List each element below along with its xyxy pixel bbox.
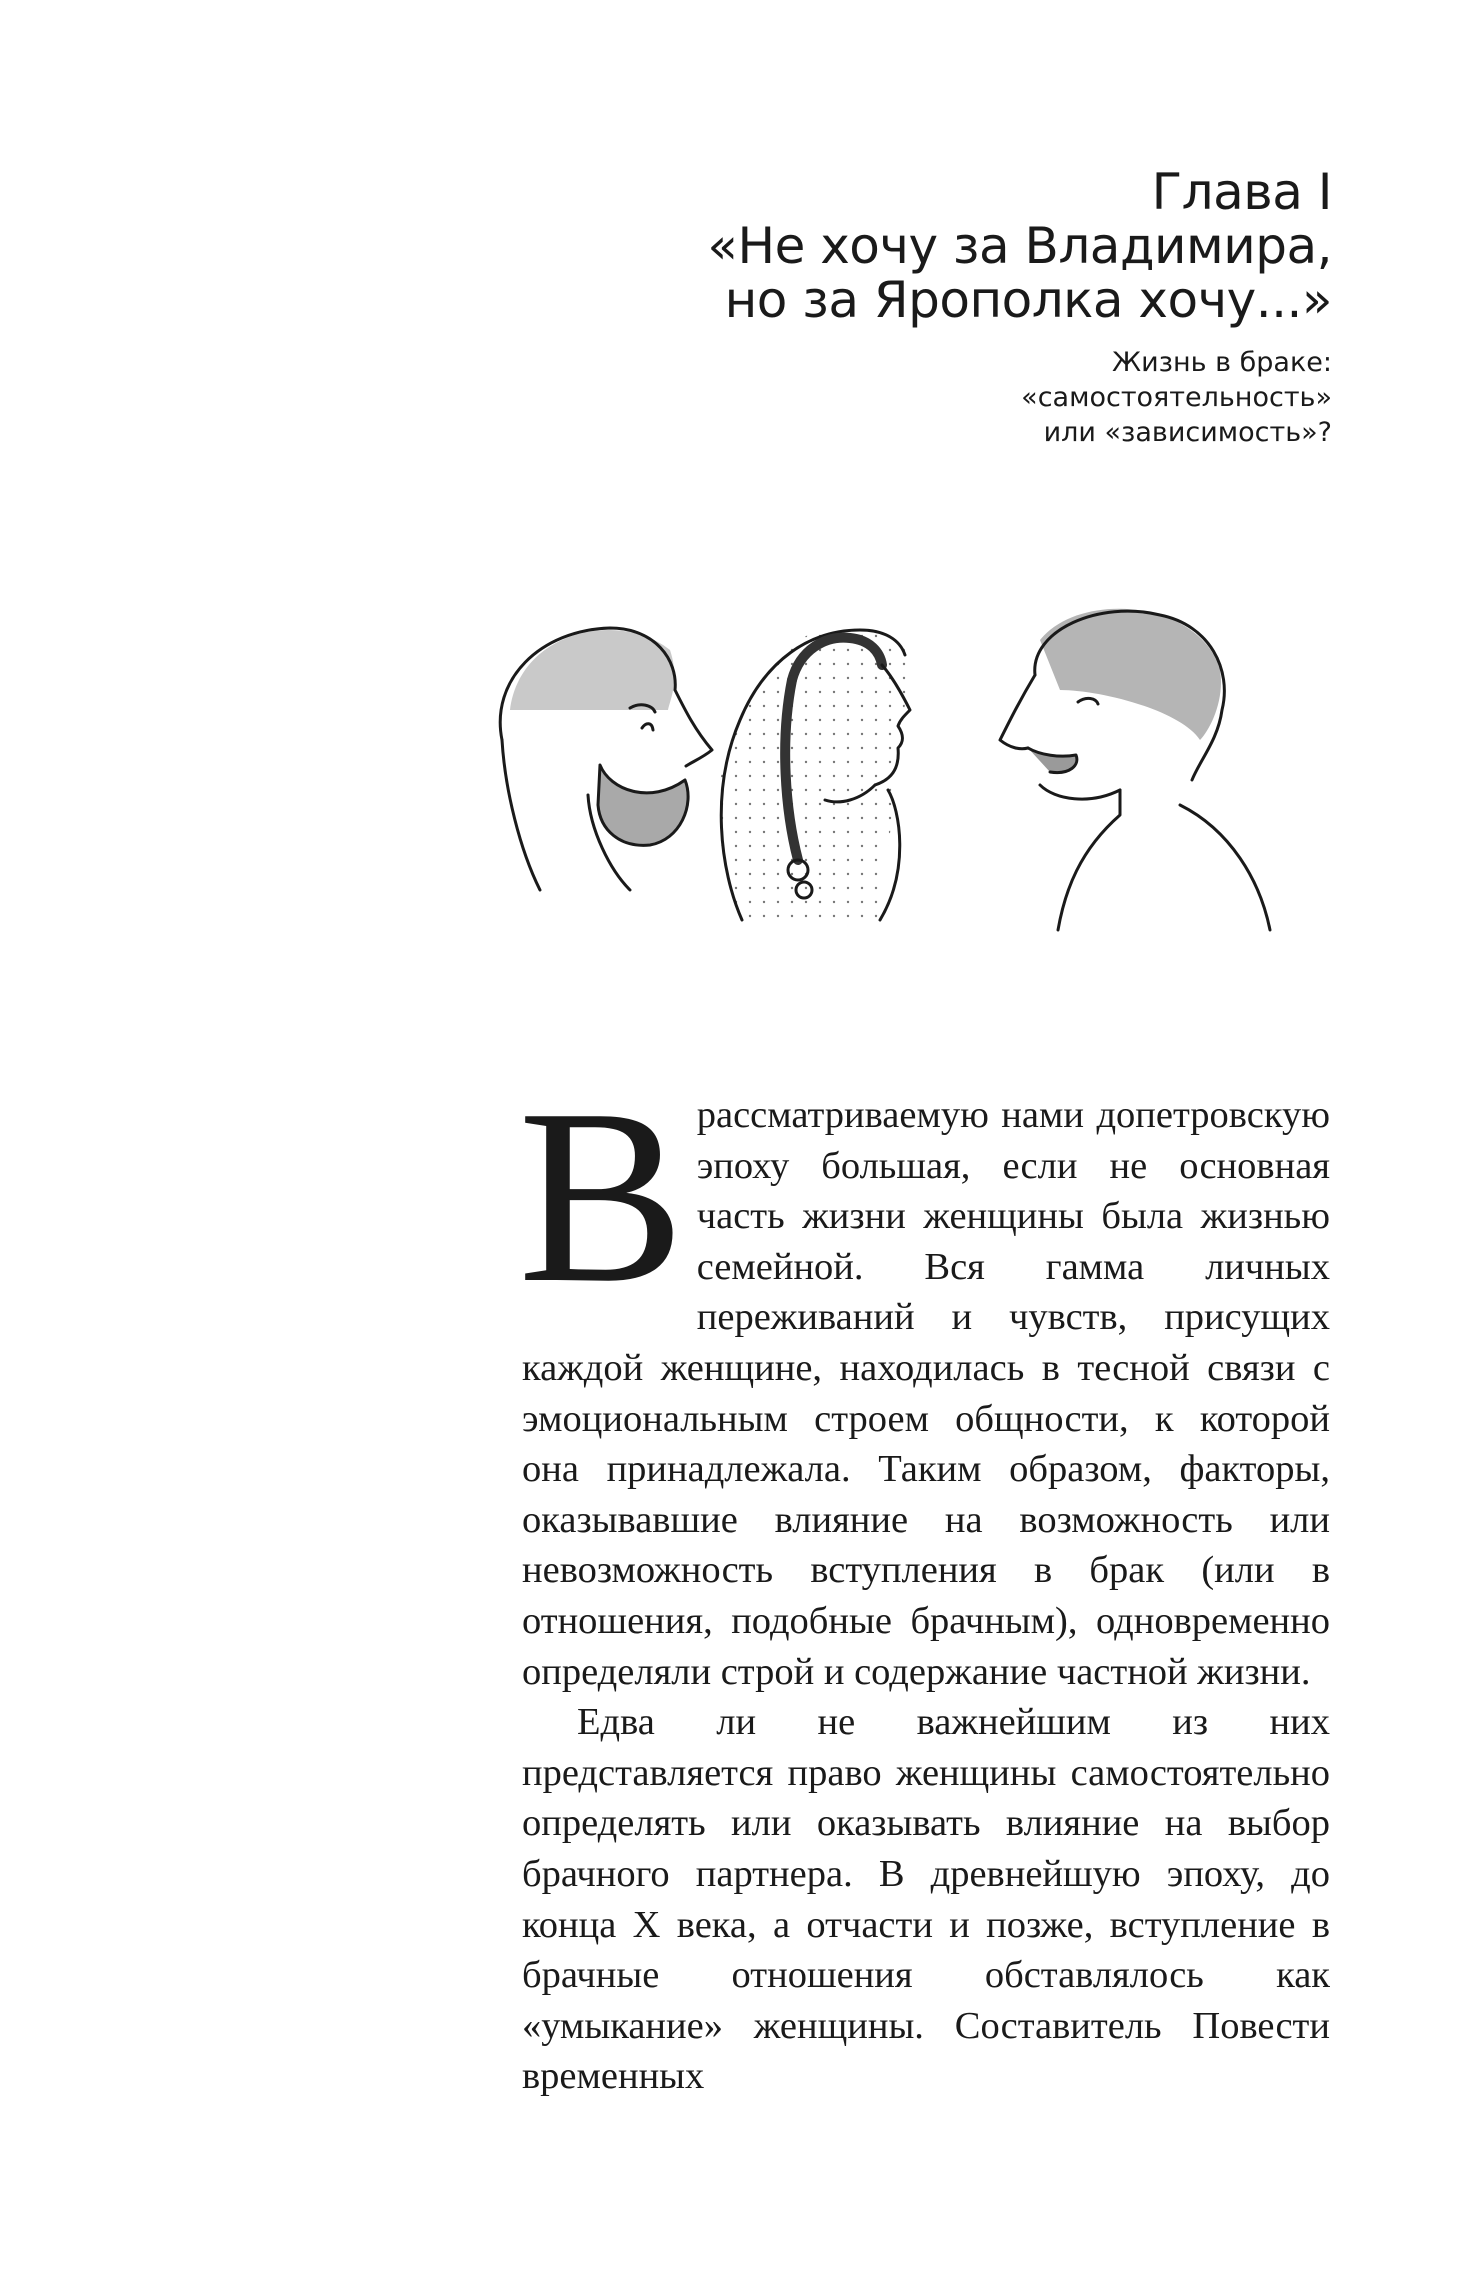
three-faces-illustration-icon xyxy=(480,590,1340,960)
chapter-subtitle xyxy=(432,345,1332,450)
subtitle-line-1: Жизнь в браке: xyxy=(1112,347,1332,378)
paragraph-1-text: рассматриваемую нами допетровскую эпоху большая, если не основная часть жизни женщины была жизнью семейной. Вся гамма личных переживаний и чувств, присущих каждой женщине, находилась в тесной связи с эмоциональным строем общности, к которой она принадлежала. Таким образом, факторы, оказывавшие влияние на возможность или невозможность вступления в брак (или в отношения, подобные брачным), одновременно определяли строй и содержание частной жизни. xyxy=(522,1094,1330,1693)
paragraph-2: Едва ли не важнейшим из них представляется право женщины самостоятельно определять или оказывать влияние на выбор брачного партнера. В древнейшую эпоху, до конца X века, а отчасти и позже, вступление в брачные отношения обставлялось как «умыкание» женщины. Составитель Повести временных xyxy=(522,1701,1330,2098)
subtitle-line-3: или «зависимость»? xyxy=(1043,417,1332,448)
chapter-number: Глава I xyxy=(1151,163,1332,221)
chapter-title-line-1: «Не хочу за Владимира, xyxy=(707,217,1332,275)
chapter-heading xyxy=(432,165,1332,450)
young-man-figure xyxy=(1000,609,1270,930)
bearded-man-figure xyxy=(500,628,712,890)
woman-figure xyxy=(715,626,910,920)
chapter-title-line-2: но за Ярополка хочу...» xyxy=(724,271,1332,329)
drop-cap: В xyxy=(518,1058,685,1335)
subtitle-line-2: «самостоятельность» xyxy=(1021,382,1332,413)
paragraph-1 xyxy=(518,1058,1330,1697)
chapter-body-text xyxy=(518,1058,1330,2102)
